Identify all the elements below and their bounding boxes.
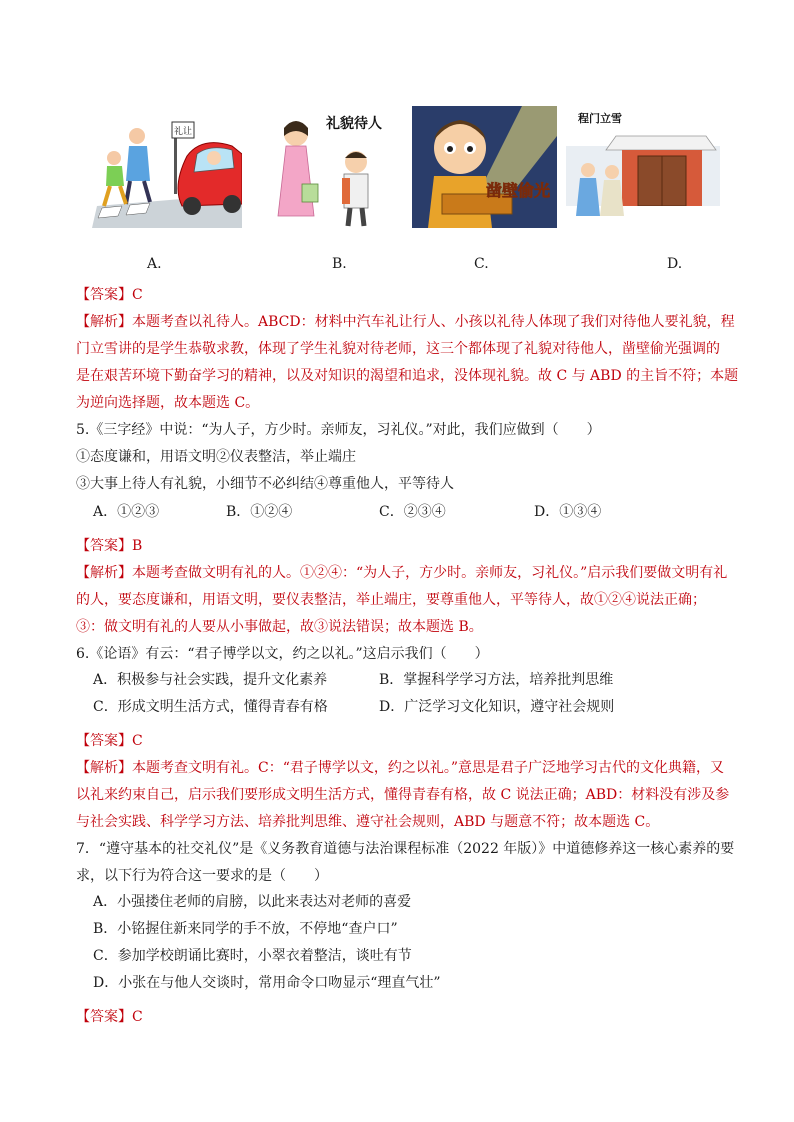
q4-analysis-line: 【解析】本题考查以礼待人。ABCD：材料中汽车礼让行人、小孩以礼待人体现了我们对待他人要礼貌，程 [76, 314, 735, 330]
q5-items-line: ③大事上待人有礼貌，小细节不必纠结④尊重他人，平等待人 [76, 476, 454, 492]
caption-c: 凿壁偷光 [485, 181, 551, 200]
q5-analysis-line: 【解析】本题考查做文明有礼的人。①②④：“为人子，方少时。亲师友，习礼仪。”启示我们要做文明有礼 [76, 565, 728, 581]
q6-answer: 【答案】C [76, 733, 143, 749]
q5-analysis-line: 的人，要态度谦和，用语文明，要仪表整洁，举止端庄，要尊重他人，平等待人，故①②④说法正确； [76, 592, 706, 608]
q7-option-a: A．小强搂住老师的肩膀，以此来表达对老师的喜爱 [93, 894, 412, 910]
q6-option-c: C．形成文明生活方式，懂得青春有格 [93, 699, 328, 715]
q6-stem: 6.《论语》有云：“君子博学以文，约之以礼。”这启示我们（ ） [76, 646, 489, 662]
q5-stem: 5.《三字经》中说：“为人子，方少时。亲师友，习礼仪。”对此，我们应做到（ ） [76, 422, 601, 438]
q5-answer: 【答案】B [76, 538, 143, 554]
option-c-label: C. [474, 256, 489, 272]
q4-analysis-line: 门立雪讲的是学生恭敬求教，体现了学生礼貌对待老师，这三个都体现了礼貌对待他人，凿壁偷光强调的 [76, 341, 720, 357]
q5-option-b: B．①②④ [226, 504, 293, 520]
sign-text: 礼让 [173, 127, 193, 137]
option-d-label: D. [667, 256, 683, 272]
q6-option-b: B．掌握科学学习方法，培养批判思维 [379, 672, 614, 688]
q7-option-c: C．参加学校朗诵比赛时，小翠衣着整洁，谈吐有节 [93, 948, 412, 964]
q7-stem-line: 7．“遵守基本的社交礼仪”是《义务教育道德与法治课程标准（2022 年版）》中道德修养这一核心素养的要 [76, 841, 735, 857]
q6-option-a: A．积极参与社会实践，提升文化素养 [93, 672, 328, 688]
q6-analysis-line: 与社会实践、科学学习方法、培养批判思维、遵守社会规则，ABD 与题意不符；故本题选 C。 [76, 814, 660, 830]
q5-option-d: D．①③④ [534, 504, 602, 520]
image-a-car-yields [92, 106, 242, 228]
option-b-label: B. [332, 256, 347, 272]
q7-option-b: B．小铭握住新来同学的手不放，不停地“查户口” [93, 921, 398, 937]
q7-stem-line: 求，以下行为符合这一要求的是（ ） [76, 868, 328, 884]
q6-option-d: D．广泛学习文化知识，遵守社会规则 [379, 699, 615, 715]
image-d-snow [566, 106, 720, 228]
q7-option-d: D．小张在与他人交谈时，常用命令口吻显示“理直气壮” [93, 975, 441, 991]
image-b-polite [258, 106, 398, 228]
q6-analysis-line: 【解析】本题考查文明有礼。C：“君子博学以文，约之以礼。”意思是君子广泛地学习古代的文化典籍，又 [76, 760, 725, 776]
q5-items-line: ①态度谦和，用语文明②仪表整洁，举止端庄 [76, 449, 356, 465]
q4-analysis-line: 是在艰苦环境下勤奋学习的精神，以及对知识的渴望和追求，没体现礼貌。故 C 与 ABD 的主旨不符；本题 [76, 368, 739, 384]
q6-analysis-line: 以礼来约束自己，启示我们要形成文明生活方式，懂得青春有格，故 C 说法正确；ABD：材料没有涉及参 [76, 787, 730, 803]
q5-analysis-line: ③：做文明有礼的人要从小事做起，故③说法错误；故本题选 B。 [76, 619, 483, 635]
option-a-label: A. [147, 256, 162, 272]
q5-option-a: A．①②③ [93, 504, 160, 520]
caption-d: 程门立雪 [578, 112, 622, 125]
q4-analysis-line: 为逆向选择题，故本题选 C。 [76, 395, 260, 411]
q4-answer: 【答案】C [76, 287, 143, 303]
q7-answer: 【答案】C [76, 1009, 143, 1025]
q5-option-c: C．②③④ [379, 504, 446, 520]
image-c-study [412, 106, 557, 228]
caption-b: 礼貌待人 [326, 116, 382, 132]
option-images [92, 106, 722, 231]
